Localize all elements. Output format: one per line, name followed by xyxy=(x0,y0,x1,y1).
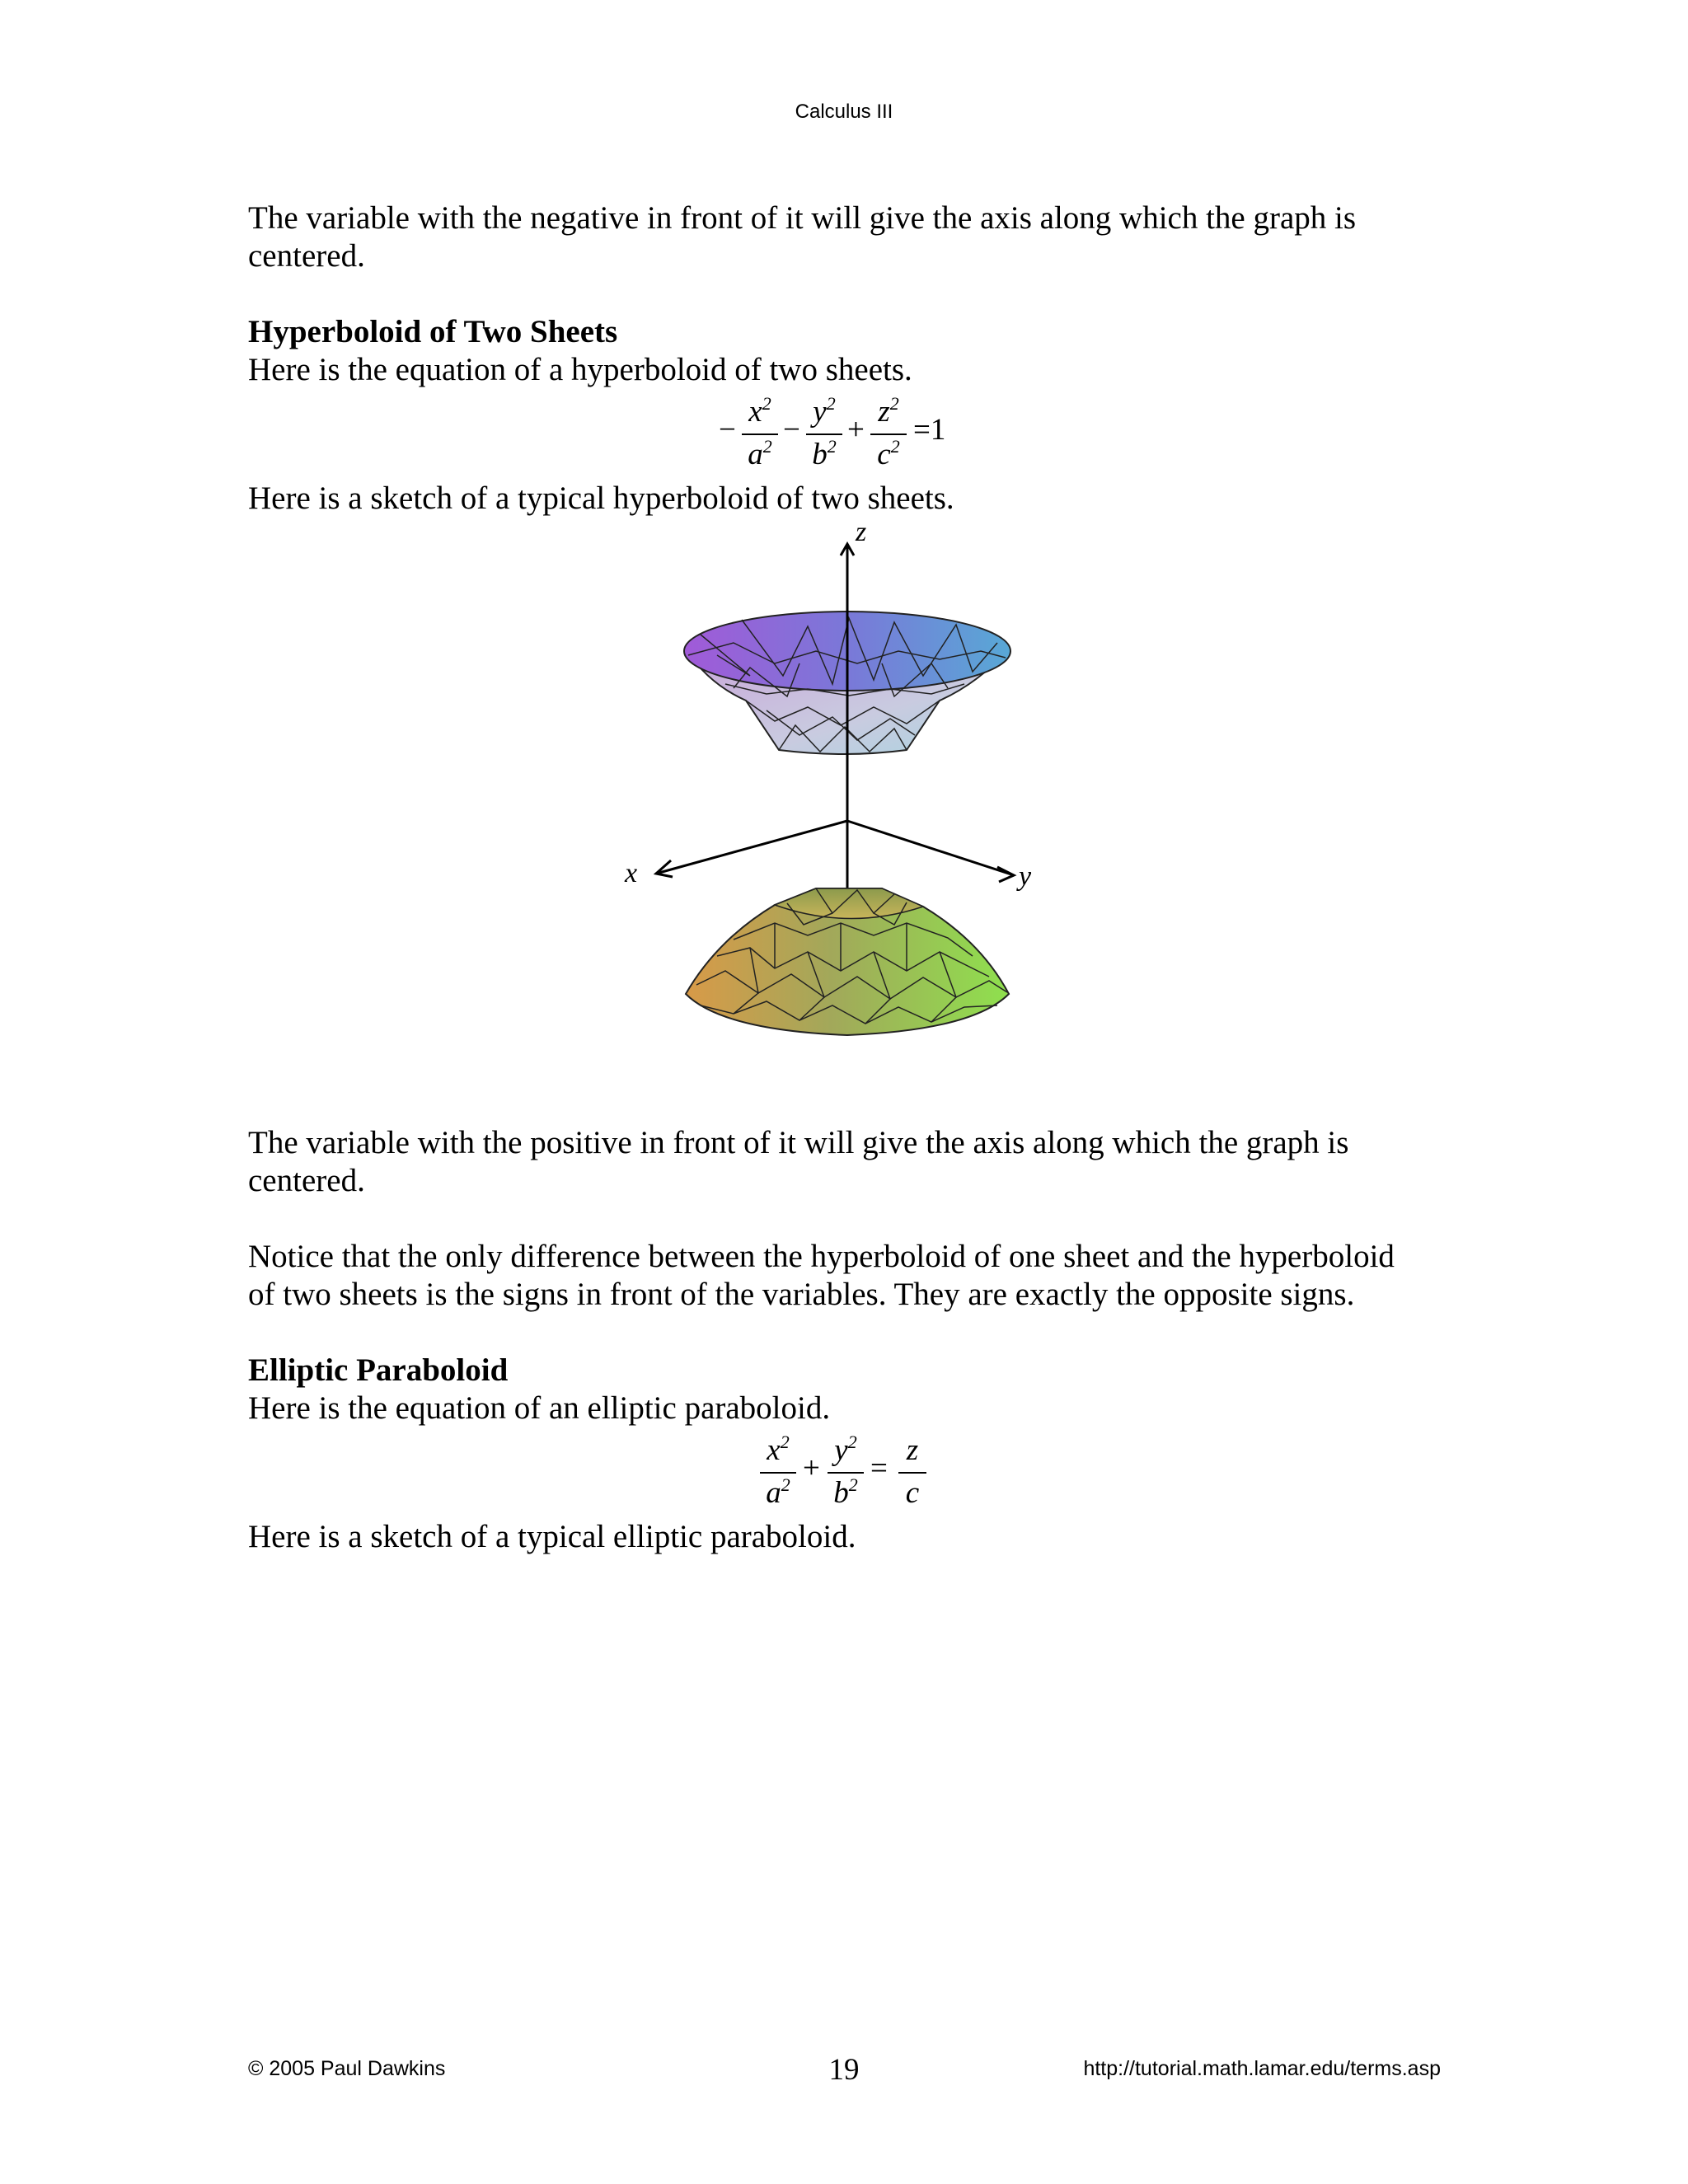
exponent: 2 xyxy=(848,1474,858,1495)
fraction-bar xyxy=(806,434,842,435)
section-heading-elliptic-paraboloid: Elliptic Paraboloid xyxy=(248,1352,509,1388)
fraction-bar xyxy=(870,434,907,435)
text-line: of two sheets is the signs in front of the variables. They are exactly the opposite signs. xyxy=(248,1277,1355,1312)
minus-sign: − xyxy=(783,413,800,447)
equation-elliptic-paraboloid xyxy=(760,1432,941,1515)
minus-sign: − xyxy=(719,413,736,447)
exponent: 2 xyxy=(890,436,900,457)
numerator: y xyxy=(834,1433,848,1467)
fraction-x-over-a xyxy=(760,1432,796,1515)
denominator: c xyxy=(877,438,891,471)
fraction-bar xyxy=(760,1472,796,1474)
text-line: centered. xyxy=(248,1163,365,1198)
exponent: 2 xyxy=(781,1474,790,1495)
fraction-z-over-c xyxy=(870,394,907,476)
exponent: 2 xyxy=(762,393,771,414)
exponent: 2 xyxy=(780,1432,790,1452)
exponent: 2 xyxy=(847,1432,857,1452)
fraction-bar xyxy=(898,1472,926,1474)
exponent: 2 xyxy=(762,436,772,457)
paragraph-positive-axis xyxy=(248,1124,1451,1200)
hyperboloid-two-sheets-figure xyxy=(610,519,1071,1055)
fraction-bar xyxy=(828,1472,864,1474)
paragraph-equation-intro: Here is the equation of a hyperboloid of two sheets. xyxy=(248,352,912,387)
fraction-z-over-c xyxy=(898,1432,926,1515)
exponent: 2 xyxy=(889,393,899,414)
numerator: z xyxy=(878,395,890,429)
exponent: 2 xyxy=(826,393,836,414)
fraction-bar xyxy=(742,434,778,435)
denominator: a xyxy=(748,438,763,471)
page-number: 19 xyxy=(828,2053,860,2087)
paragraph-paraboloid-equation-intro: Here is the equation of an elliptic paraboloid. xyxy=(248,1390,831,1426)
text-line: The variable with the negative in front of it will give the axis along which the graph is xyxy=(248,200,1357,236)
x-axis xyxy=(656,821,847,874)
y-axis xyxy=(847,821,1014,875)
denominator: b xyxy=(833,1476,849,1510)
section-heading-hyperboloid-two-sheets: Hyperboloid of Two Sheets xyxy=(248,314,618,349)
fraction-y-over-b xyxy=(806,394,842,476)
z-axis-label: z xyxy=(856,519,867,547)
text-line: The variable with the positive in front of it will give the axis along which the graph is xyxy=(248,1125,1349,1160)
x-axis-label: x xyxy=(625,858,638,888)
paragraph-difference-note xyxy=(248,1238,1451,1314)
y-arrow-icon xyxy=(997,867,1014,882)
footer-url[interactable]: http://tutorial.math.lamar.edu/terms.asp xyxy=(1083,2057,1441,2080)
plus-sign: + xyxy=(803,1451,820,1485)
numerator: z xyxy=(906,1433,919,1467)
equation-hyperboloid-two-sheets xyxy=(717,394,981,476)
plus-sign: + xyxy=(847,413,865,447)
running-header: Calculus III xyxy=(795,101,893,123)
paragraph-paraboloid-sketch-intro: Here is a sketch of a typical elliptic paraboloid. xyxy=(248,1519,856,1554)
denominator: c xyxy=(905,1476,920,1510)
numerator: x xyxy=(767,1433,781,1467)
text-line: centered. xyxy=(248,238,365,274)
paragraph-sketch-intro: Here is a sketch of a typical hyperboloid of two sheets. xyxy=(248,480,954,516)
denominator: a xyxy=(766,1476,781,1510)
paragraph-negative-axis xyxy=(248,199,1451,275)
equals-sign: = xyxy=(870,1451,888,1485)
equals-one: =1 xyxy=(913,413,946,447)
fraction-x-over-a xyxy=(742,394,778,476)
y-axis-label: y xyxy=(1019,861,1032,892)
numerator: y xyxy=(813,395,827,429)
exponent: 2 xyxy=(827,436,837,457)
fraction-y-over-b xyxy=(828,1432,864,1515)
text-line: Notice that the only difference between the hyperboloid of one sheet and the hyperboloid xyxy=(248,1239,1395,1274)
denominator: b xyxy=(812,438,828,471)
footer-copyright: © 2005 Paul Dawkins xyxy=(248,2057,446,2080)
numerator: x xyxy=(748,395,762,429)
